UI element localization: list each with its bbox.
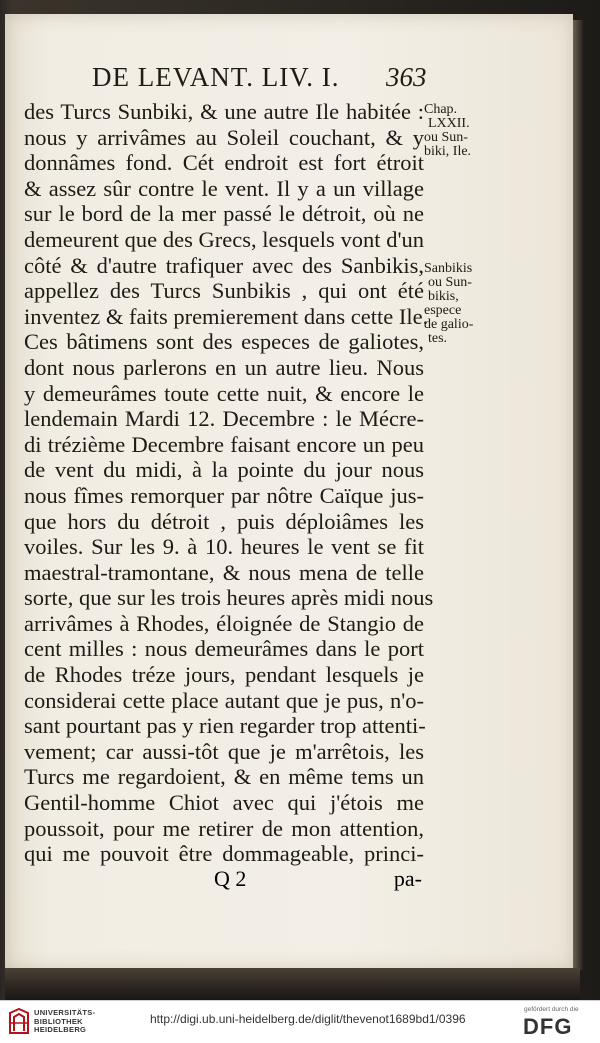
institution-line: UNIVERSITÄTS- (34, 1008, 96, 1017)
text-line: de vent du midi, à la pointe du jour nous (24, 457, 424, 483)
text-line: voiles. Sur les 9. à 10. heures le vent se fit (24, 534, 424, 560)
text-line: nous y arrivâmes au Soleil couchant, & y (24, 124, 424, 150)
text-line: des Turcs Sunbiki, & une autre Ile habitée : (24, 99, 424, 124)
text-line: y demeurâmes toute cette nuit, & encore le (24, 380, 424, 406)
institution-name (34, 1009, 95, 1035)
margin-note-line: ou Sun- (424, 130, 468, 145)
heidelberg-university-library-logo-icon (8, 1007, 30, 1035)
text-line: sur le bord de la mer passé le détroit, où ne (24, 201, 424, 227)
page-edge (573, 20, 583, 970)
book-bottom-edge (5, 968, 580, 1000)
margin-note-line: de galio- (424, 317, 474, 332)
text-line: cent milles : nous demeurâmes dans le port (24, 636, 424, 662)
text-line: Turcs me regardoient, & en même tems un (24, 764, 424, 790)
page-footer-marks (24, 866, 424, 896)
margin-note-line: bikis, (428, 289, 459, 304)
permalink-url[interactable]: http://digi.ub.uni-heidelberg.de/diglit/thevenot1689bd1/0396 (150, 1012, 466, 1026)
catchword: pa- (393, 866, 422, 891)
text-line: dont nous parlerons en un autre lieu. Nous (24, 354, 424, 380)
dfg-logo: DFG (523, 1014, 573, 1039)
text-line: sorte, que sur les trois heures après midi nous (24, 585, 434, 611)
text-line: inventez & faits premierement dans cette Ile. (24, 303, 429, 329)
text-line: nous fîmes remorquer par nôtre Caïque jus- (24, 482, 424, 508)
text-line: arrivâmes à Rhodes, éloignée de Stangio de (24, 610, 424, 636)
margin-note-line: biki, Ile. (424, 144, 472, 159)
margin-note-line: tes. (428, 331, 448, 346)
body-text (24, 99, 434, 867)
funded-by-label: gefördert durch die (524, 1006, 579, 1013)
text-line: maestral-tramontane, & nous mena de telle (24, 559, 424, 585)
margin-note-line: espece (424, 303, 462, 318)
text-line: vement; car aussi-tôt que je m'arrêtois, les (24, 738, 424, 764)
running-head (92, 62, 432, 98)
running-title: DE LEVANT. LIV. I. (92, 62, 340, 92)
text-line: poussoit, pour me retirer de mon attention, (24, 815, 424, 841)
text-line: côté & d'autre trafiquer avec des Sanbikis, (24, 252, 424, 278)
margin-note-chapter (424, 103, 484, 159)
text-line: appellez des Turcs Sunbikis , qui ont été (24, 278, 424, 304)
text-line: demeurent que des Grecs, lesquels vont d'un (24, 226, 424, 252)
text-line: Ces bâtimens sont des especes de galiotes, (24, 329, 424, 355)
margin-note-line: ou Sun- (428, 275, 472, 290)
text-line: sant pourtant pas y rien regarder trop attenti- (24, 713, 426, 739)
margin-note-line: Chap. (424, 102, 458, 117)
page-number: 363 (386, 62, 427, 92)
text-line: donnâmes fond. Cét endroit est fort étroit (24, 150, 424, 176)
text-line: lendemain Mardi 12. Decembre : le Mécre- (24, 406, 424, 432)
signature-mark: Q 2 (214, 866, 247, 891)
text-line: considerai cette place autant que je pus, n'o- (24, 687, 424, 713)
viewer-footer (0, 1000, 600, 1043)
text-line: qui me pouvoit être dommageable, princi- (24, 841, 424, 867)
institution-line: BIBLIOTHEK (34, 1016, 83, 1026)
text-line: de Rhodes tréze jours, pendant lesquels je (24, 662, 424, 688)
institution-line: HEIDELBERG (34, 1025, 87, 1034)
margin-note-sanbikis (424, 262, 484, 346)
margin-note-line: Sanbikis (424, 261, 473, 276)
text-line: Gentil-homme Chiot avec qui j'étois me (24, 790, 424, 816)
text-line: di trézième Decembre faisant encore un peu (24, 431, 424, 457)
text-line: & assez sûr contre le vent. Il y a un village (24, 175, 424, 201)
margin-note-line: LXXII. (428, 116, 470, 131)
text-line: que hors du détroit , puis déploiâmes les (24, 508, 424, 534)
